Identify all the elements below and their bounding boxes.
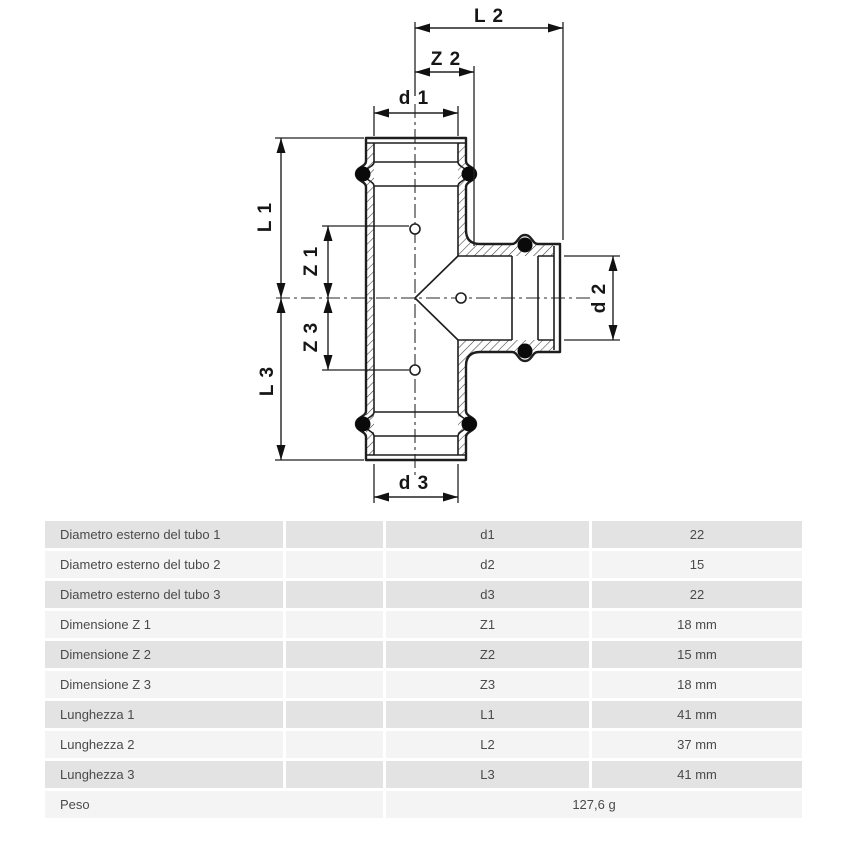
- row-spacer-cell: [286, 761, 383, 788]
- dimensions-table: [45, 521, 802, 818]
- reference-point-z2: [456, 293, 466, 303]
- row-symbol: Z3: [386, 671, 589, 698]
- row-symbol: d2: [386, 551, 589, 578]
- row-symbol: d1: [386, 521, 589, 548]
- row-label: Dimensione Z 2: [45, 641, 283, 668]
- row-label: Diametro esterno del tubo 2: [45, 551, 283, 578]
- row-value: 37 mm: [592, 731, 802, 758]
- row-spacer-cell: [286, 611, 383, 638]
- o-ring-branch-bottom: [518, 344, 533, 359]
- reference-point-z3: [410, 365, 420, 375]
- table-row: [45, 731, 802, 758]
- o-ring-bottom-left: [356, 417, 371, 432]
- row-symbol: L1: [386, 701, 589, 728]
- centerlines: [276, 104, 592, 478]
- right-upper-wall-section: [458, 143, 554, 256]
- row-value: 41 mm: [592, 761, 802, 788]
- dim-label-l3: L 3: [257, 365, 278, 397]
- o-ring-top-left: [356, 167, 371, 182]
- row-symbol: d3: [386, 581, 589, 608]
- dim-label-z1: Z 1: [301, 245, 322, 277]
- table-row: [45, 671, 802, 698]
- table-row: [45, 761, 802, 788]
- row-symbol: L2: [386, 731, 589, 758]
- dim-label-d2: d 2: [589, 282, 610, 314]
- dim-label-d1: d 1: [398, 88, 430, 109]
- row-value: 22: [592, 581, 802, 608]
- row-spacer-cell: [286, 671, 383, 698]
- table-row-weight: [45, 791, 802, 818]
- dim-label-d3: d 3: [398, 473, 430, 494]
- dim-label-l1: L 1: [255, 201, 276, 233]
- o-ring-seals: [356, 167, 533, 432]
- row-spacer-cell: [286, 521, 383, 548]
- table-row: [45, 581, 802, 608]
- o-ring-bottom-right: [462, 417, 477, 432]
- row-symbol: L3: [386, 761, 589, 788]
- row-spacer-cell: [286, 701, 383, 728]
- row-spacer-cell: [286, 551, 383, 578]
- row-label: Dimensione Z 3: [45, 671, 283, 698]
- dim-label-z2: Z 2: [430, 49, 462, 70]
- dim-label-z3: Z 3: [301, 321, 322, 353]
- dim-label-l2: L 2: [473, 6, 505, 27]
- row-value: 22: [592, 521, 802, 548]
- row-spacer-cell: [286, 641, 383, 668]
- row-value: 18 mm: [592, 611, 802, 638]
- table-row: [45, 551, 802, 578]
- row-symbol: Z1: [386, 611, 589, 638]
- row-value: 18 mm: [592, 671, 802, 698]
- o-ring-branch-top: [518, 238, 533, 253]
- weight-label: Peso: [45, 791, 383, 818]
- row-value: 15: [592, 551, 802, 578]
- right-lower-wall-section: [458, 340, 554, 455]
- weight-value: 127,6 g: [386, 791, 802, 818]
- reference-point-z1: [410, 224, 420, 234]
- table-row: [45, 611, 802, 638]
- row-label: Lunghezza 2: [45, 731, 283, 758]
- row-label: Lunghezza 3: [45, 761, 283, 788]
- table-row: [45, 701, 802, 728]
- row-label: Lunghezza 1: [45, 701, 283, 728]
- row-label: Diametro esterno del tubo 1: [45, 521, 283, 548]
- row-value: 41 mm: [592, 701, 802, 728]
- row-value: 15 mm: [592, 641, 802, 668]
- table-row: [45, 521, 802, 548]
- table-row: [45, 641, 802, 668]
- extension-lines: [275, 22, 620, 503]
- dimension-labels: [255, 6, 610, 494]
- row-spacer-cell: [286, 731, 383, 758]
- row-symbol: Z2: [386, 641, 589, 668]
- row-label: Diametro esterno del tubo 3: [45, 581, 283, 608]
- row-label: Dimensione Z 1: [45, 611, 283, 638]
- row-spacer-cell: [286, 581, 383, 608]
